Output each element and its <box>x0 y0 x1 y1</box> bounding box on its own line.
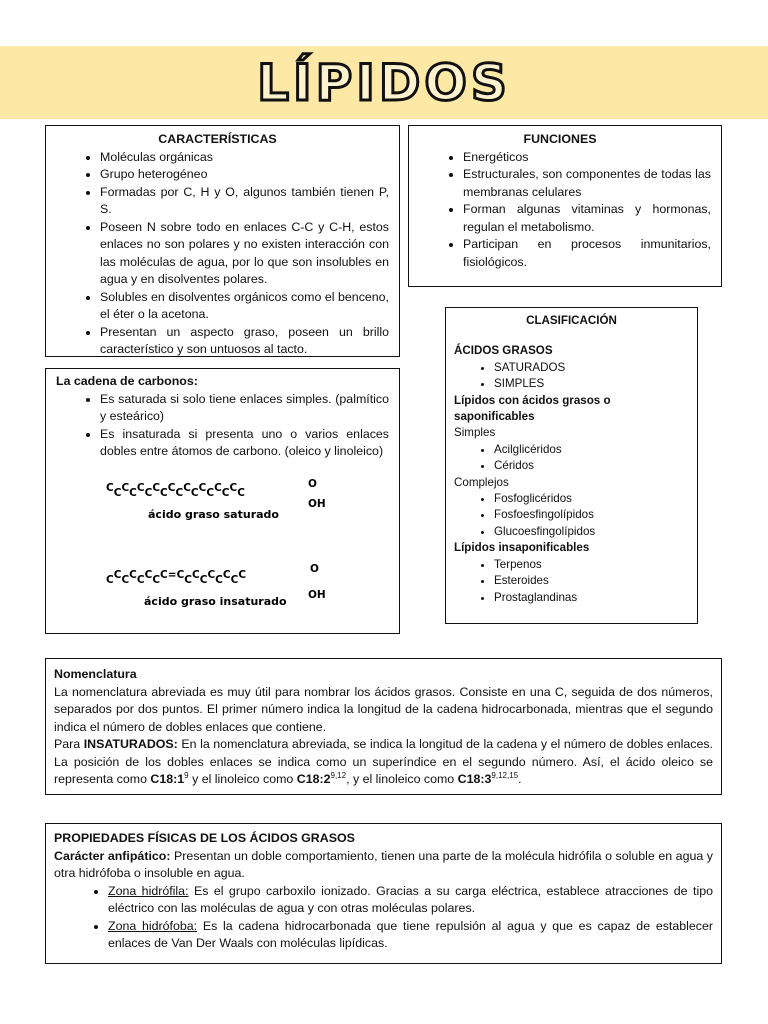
list-item <box>108 918 713 953</box>
list-item: • Moléculas orgánicas <box>100 149 389 167</box>
linoleic-superscript: 9,12 <box>330 770 347 780</box>
caracteristicas-heading: CARACTERÍSTICAS <box>158 132 277 146</box>
list-item: • Céridos <box>494 458 689 474</box>
list-item: • Glucoesfingolípidos <box>494 524 689 540</box>
cadena-carbonos-box <box>45 368 400 634</box>
list-item: • Participan en procesos inmunitarios, fisiológicos. <box>463 236 711 271</box>
simples-list <box>454 442 689 475</box>
insaturados-label: INSATURADOS: <box>83 737 178 751</box>
carbon-chain-saturated: CCCCCCCCCCCCCCCCCC <box>106 482 245 499</box>
list-item: • SATURADOS <box>494 360 689 376</box>
text-span: y el linoleico como <box>188 772 297 786</box>
caracter-anfipatico-paragraph <box>54 848 713 883</box>
list-item: • Grupo heterogéneo <box>100 166 389 184</box>
saturated-label: ácido graso saturado <box>148 508 279 521</box>
text-span: Presentan un doble comportamiento, tienen una parte de la molécula hidrófila o soluble en agua y otra hidrófoba o insoluble en agua. <box>54 848 713 880</box>
list-item: • Formadas por C, H y O, algunos también tienen P, S. <box>100 184 389 219</box>
list-item <box>108 883 713 918</box>
zona-hidrofoba-term: Zona hidrófoba: <box>108 918 198 933</box>
list-item: • Acilglicéridos <box>494 442 689 458</box>
list-item: • SIMPLES <box>494 376 689 392</box>
acidos-grasos-title: ÁCIDOS GRASOS <box>454 344 553 358</box>
unsaturated-label: ácido graso insaturado <box>144 595 287 608</box>
fatty-acid-diagram <box>96 477 396 627</box>
text-span: Para <box>54 737 84 751</box>
list-item: • Fosfoglicéridos <box>494 491 689 507</box>
list-item: • Poseen N sobre todo en enlaces C-C y C-H, estos enlaces no son polares y no existen interacción con las moléculas de agua, por lo que son insolubles en agua y en disolventes polares. <box>100 219 389 289</box>
nomenclatura-box <box>45 658 722 795</box>
clasificacion-box <box>445 307 698 624</box>
cadena-list <box>56 391 389 461</box>
funciones-list <box>409 149 711 272</box>
list-item: • Prostaglandinas <box>494 590 689 606</box>
list-item: • Esteroides <box>494 573 689 589</box>
funciones-box <box>408 125 722 287</box>
nomenclatura-heading: Nomenclatura <box>54 667 137 681</box>
simples-label: Simples <box>454 426 496 440</box>
propiedades-list <box>54 883 713 953</box>
insaponificables-title: Lípidos insaponificables <box>454 541 590 555</box>
hydroxyl-label: OH <box>308 498 326 510</box>
insaponificables-list <box>454 557 689 606</box>
list-item: • Es insaturada si presenta uno o varios enlaces dobles entre átomos de carbono. (oleico y linoleico) <box>100 426 389 461</box>
oleic-formula: C18:1 <box>150 772 185 786</box>
page-title: LÍPIDOS <box>257 54 511 112</box>
clasificacion-heading: CLASIFICACIÓN <box>526 314 617 327</box>
list-item: • Energéticos <box>463 149 711 167</box>
complejos-label: Complejos <box>454 475 509 489</box>
text-span: Es el grupo carboxilo ionizado. Gracias a su carga eléctrica, establece atracciones de tipo eléctrico con las moléculas de agua y con otras moléculas polares. <box>108 883 713 915</box>
oxygen-label: O <box>310 563 319 575</box>
list-item: • Forman algunas vitaminas y hormonas, regulan el metabolismo. <box>463 201 711 236</box>
text-span: , y el linoleico como <box>346 772 458 786</box>
acidos-list <box>454 360 689 393</box>
linolenic-formula: C18:3 <box>457 772 492 786</box>
oxygen-label: O <box>308 478 317 490</box>
text-span: Es la cadena hidrocarbonada que tiene repulsión al agua y que es capaz de establecer enlaces de Van Der Waals con moléculas lipídicas. <box>108 918 713 950</box>
funciones-heading: FUNCIONES <box>523 132 597 146</box>
list-item: • Estructurales, son componentes de todas las membranas celulares <box>463 166 711 201</box>
list-item: • Fosfoesfingolípidos <box>494 507 689 523</box>
carbon-chain-unsaturated: CCCCCCCC=CCCCCCCCC <box>106 569 247 586</box>
list-item: • Terpenos <box>494 557 689 573</box>
caracteristicas-list <box>46 149 389 359</box>
cadena-heading: La cadena de carbonos: <box>56 374 198 388</box>
saponificables-title: Lípidos con ácidos grasos o saponificables <box>454 393 611 424</box>
linoleic-formula: C18:2 <box>296 772 331 786</box>
complejos-list <box>454 491 689 540</box>
linolenic-superscript: 9,12,15 <box>491 770 519 780</box>
caracteristicas-box <box>45 125 400 357</box>
propiedades-box <box>45 823 722 964</box>
propiedades-heading: PROPIEDADES FÍSICAS DE LOS ÁCIDOS GRASOS <box>54 831 355 845</box>
oleic-superscript: 9 <box>184 770 189 780</box>
list-item: • Solubles en disolventes orgánicos como el benceno, el éter o la acetona. <box>100 289 389 324</box>
list-item: • Es saturada si solo tiene enlaces simples. (palmítico y esteárico) <box>100 391 389 426</box>
text-span: En la nomenclatura abreviada, se indica la longitud de la cadena y el número de dobles enlaces. La posición de los dobles enlaces se indica como un superíndice en el segundo número. Así, el ácido oleico se representa como <box>54 737 713 786</box>
list-item: • Presentan un aspecto graso, poseen un brillo característico y son untuosos al tacto. <box>100 324 389 359</box>
hydroxyl-label: OH <box>308 589 326 601</box>
caracter-anfipatico-term: Carácter anfipático: <box>54 848 171 863</box>
nomenclatura-paragraph-1: La nomenclatura abreviada es muy útil para nombrar los ácidos grasos. Consiste en una C, seguida de dos números, separados por dos puntos. El primer número indica la longitud de la cadena hidrocarbonada, mientras que el segundo indica el número de dobles enlaces que contiene. <box>54 684 713 734</box>
zona-hidrofila-term: Zona hidrófila: <box>108 883 189 898</box>
text-span: . <box>518 772 522 786</box>
nomenclatura-paragraph-2 <box>54 736 713 789</box>
